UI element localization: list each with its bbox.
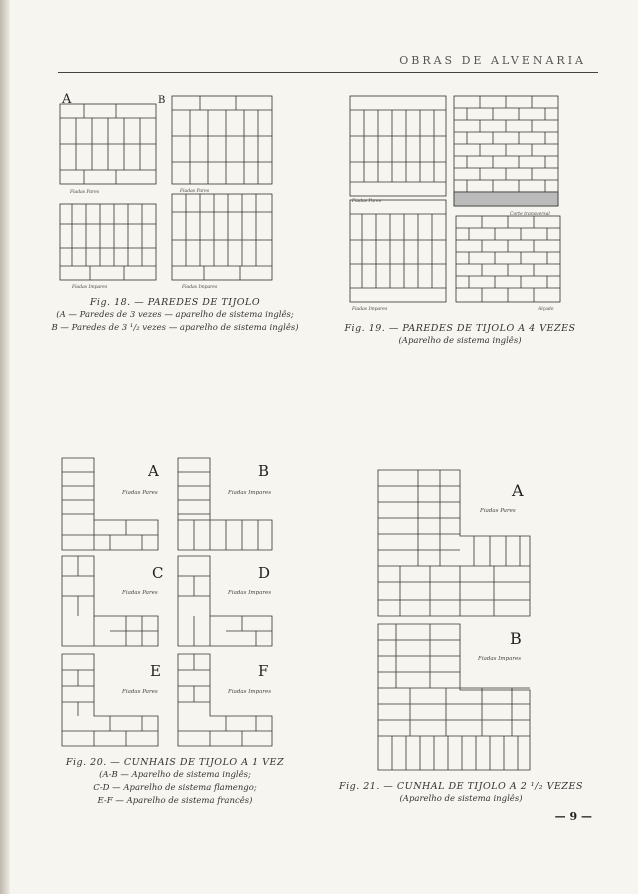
fig21-corner-b (378, 624, 530, 770)
fig20-label-e: E (150, 662, 161, 680)
running-header: OBRAS DE ALVENARIA (399, 54, 586, 67)
fig18-title: Fig. 18. — PAREDES DE TIJOLO (89, 297, 261, 308)
fig21-corner-a (378, 470, 530, 616)
fig20-line-2: C-D — Aparelho de sistema flamengo; (93, 783, 257, 793)
fig20-label-f: F (258, 662, 269, 680)
fig18-line-1: (A — Paredes de 3 vezes — aparelho de sistema inglês; (56, 310, 294, 320)
fig20-label-b: B (258, 462, 270, 480)
fig20-label-d: D (258, 564, 271, 582)
fig19-title: Fig. 19. — PAREDES DE TIJOLO A 4 VEZES (344, 323, 576, 334)
fig18-b-pares-panel (172, 96, 272, 184)
fig18-note-pares-b: Fiadas Pares (180, 189, 210, 194)
fig21-note-impares: Fiadas Impares (478, 656, 522, 662)
fig19-section-band (454, 192, 558, 206)
fig18-label-a: A (62, 92, 72, 107)
fig18-line-2: B — Paredes de 3 ¹/₂ vezes — aparelho de sistema inglês) (51, 323, 299, 333)
fig21-caption (326, 780, 596, 806)
fig20-note-b: Fiadas Impares (228, 490, 272, 496)
fig20-caption (40, 756, 310, 808)
fig20-note-a: Fiadas Pares (122, 490, 158, 496)
fig19-line-1: (Aparelho de sistema inglês) (398, 336, 522, 346)
fig21-line-1: (Aparelho de sistema inglês) (399, 794, 523, 804)
fig18-b-impares-panel (172, 194, 272, 280)
fig19-note-impares: Fiadas Impares (352, 307, 388, 312)
fig18-caption (40, 296, 310, 335)
fig19-drawing (350, 96, 560, 302)
fig21-label-b: B (510, 629, 522, 648)
fig19-note-pares: Fiadas Pares (352, 199, 382, 204)
fig18-label-b: B (158, 95, 166, 106)
fig20-label-a: A (148, 462, 159, 480)
fig20-title: Fig. 20. — CUNHAIS DE TIJOLO A 1 VEZ (65, 757, 285, 768)
page-number: — 9 — (554, 810, 592, 823)
fig20-drawing (62, 458, 272, 746)
fig21-drawing (378, 470, 530, 770)
fig20-note-c: Fiadas Pares (122, 590, 158, 596)
fig19-note-alcado: Alçado (538, 307, 554, 312)
fig20-corner-c (62, 556, 158, 646)
fig20-note-e: Fiadas Pares (122, 689, 158, 695)
fig20-line-1: (A-B — Aparelho de sistema inglês; (99, 770, 251, 780)
fig18-note-impares-b: Fiadas Impares (182, 285, 218, 290)
fig20-label-c: C (152, 564, 164, 582)
fig19-caption (330, 322, 590, 348)
fig20-corner-e (62, 654, 158, 746)
fig19-note-corte: Corte transversal (510, 212, 550, 217)
fig18-drawing (60, 96, 272, 280)
fig18-note-pares-a: Fiadas Pares (70, 190, 100, 195)
fig20-note-d: Fiadas Impares (228, 590, 272, 596)
fig21-note-pares: Fiadas Pares (480, 508, 516, 514)
fig21-title: Fig. 21. — CUNHAL DE TIJOLO A 2 ¹/₂ VEZES (339, 781, 583, 792)
fig18-note-impares-a: Fiadas Impares (72, 285, 108, 290)
fig21-label-a: A (512, 481, 524, 500)
fig20-note-f: Fiadas Impares (228, 689, 272, 695)
fig20-line-3: E-F — Aparelho de sistema francês) (97, 796, 253, 806)
